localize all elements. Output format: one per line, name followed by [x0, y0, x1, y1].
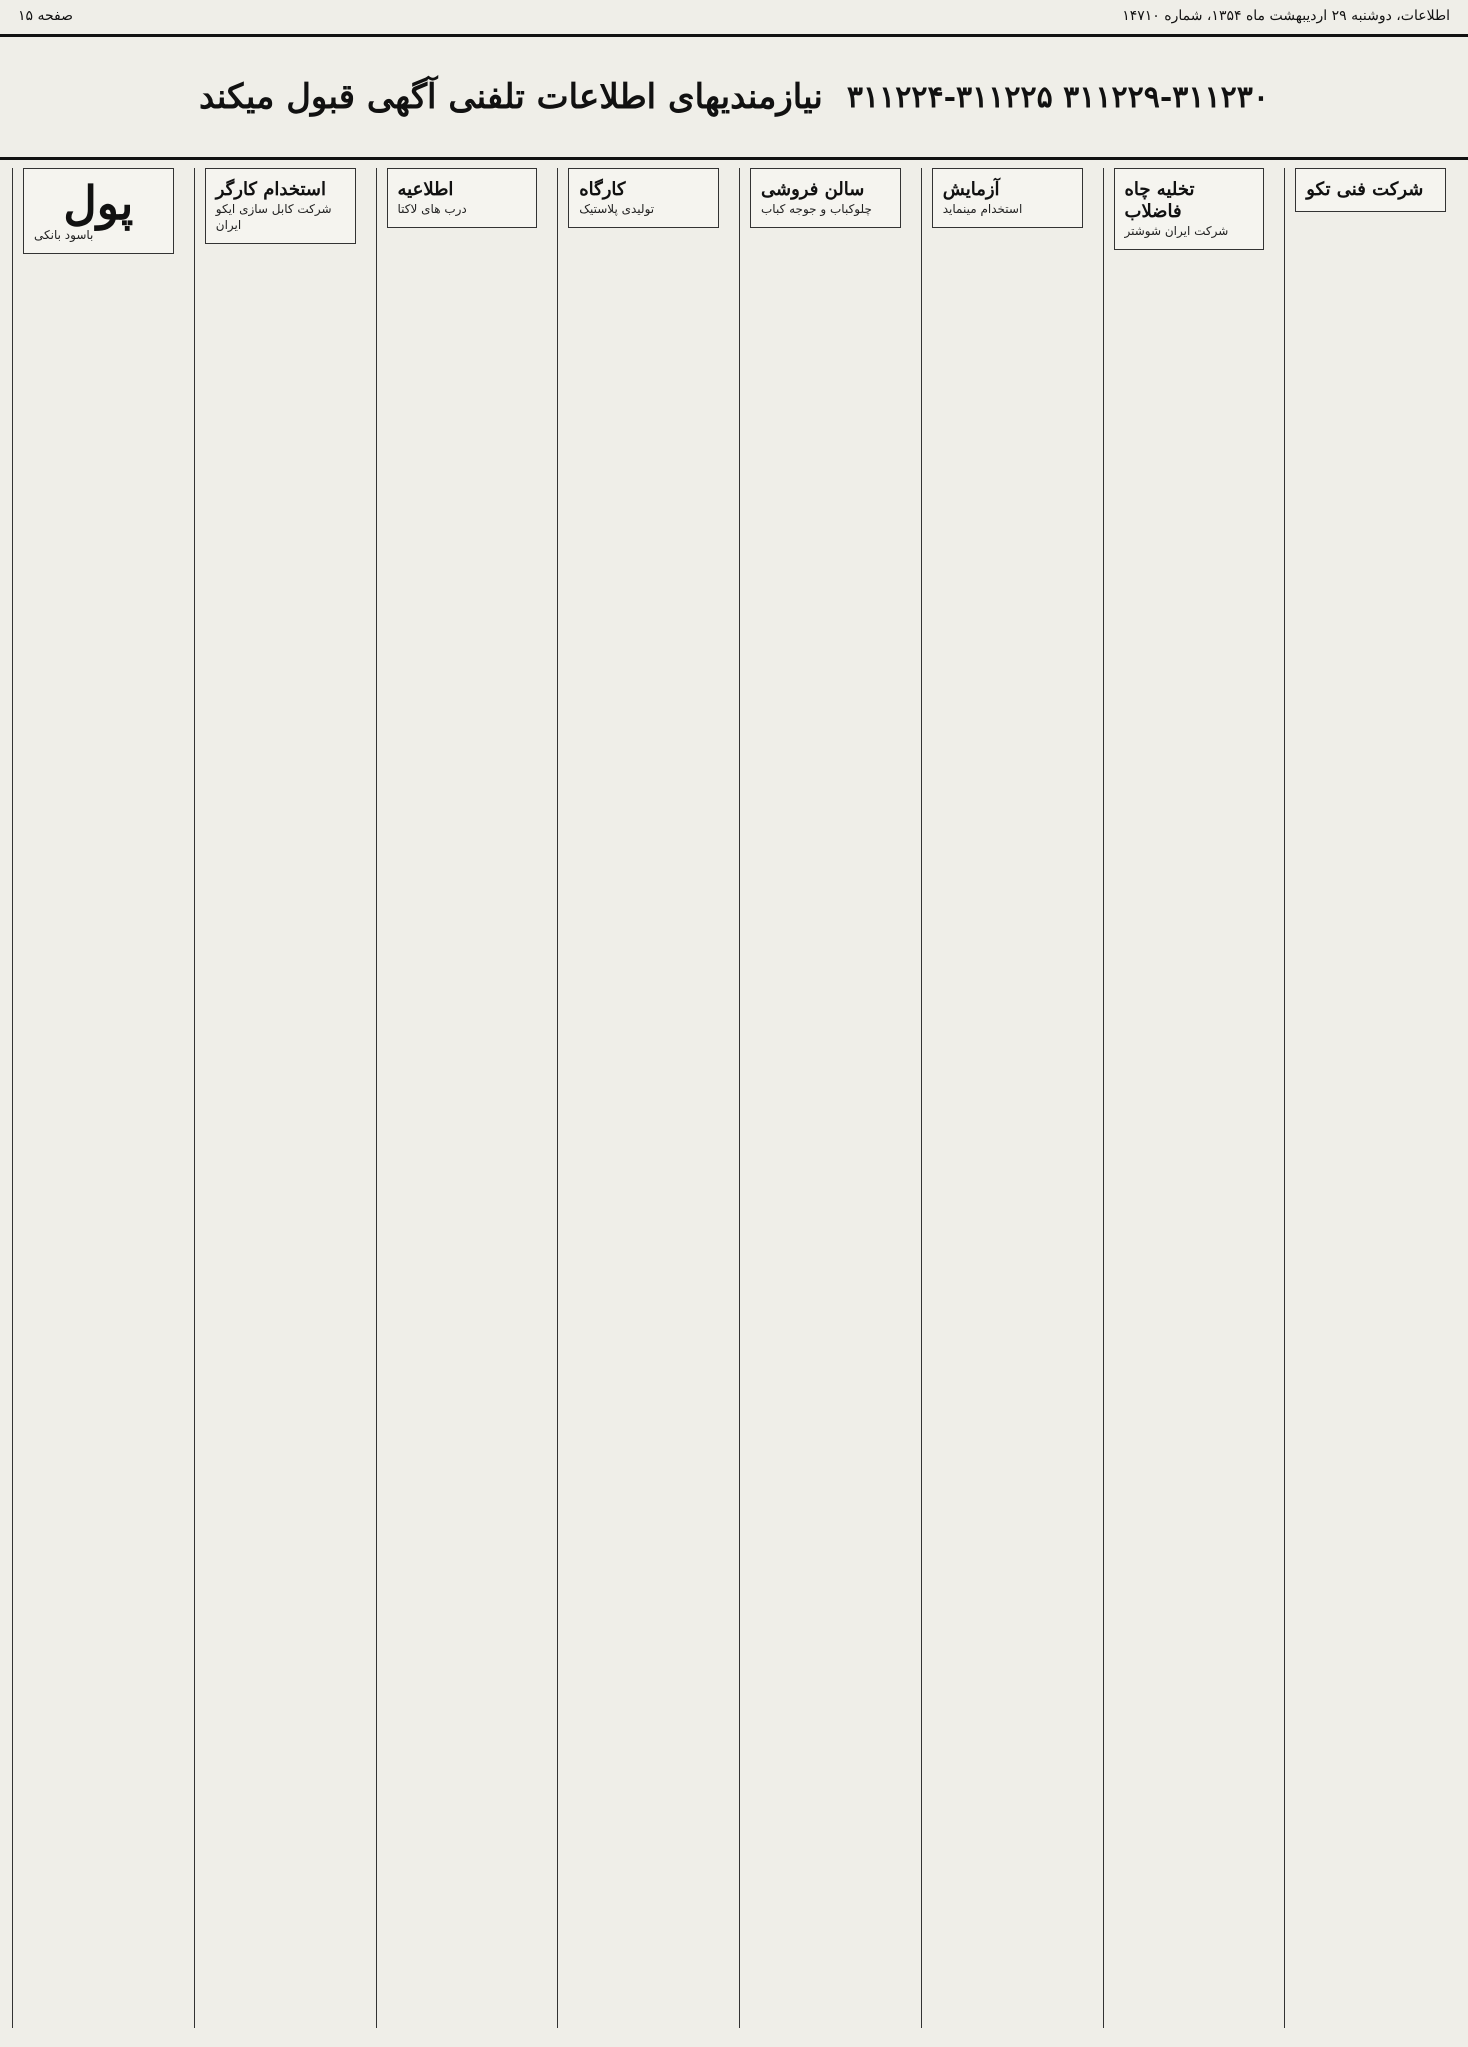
ad-block: [1114, 168, 1265, 250]
ads-column-3: [376, 168, 548, 2028]
ads-column-6: [921, 168, 1093, 2028]
ad-block: [750, 168, 901, 228]
dateline: اطلاعات، دوشنبه ۲۹ اردیبهشت ماه ۱۳۵۴، شماره ۱۴۷۱۰: [1122, 8, 1450, 24]
banner-phones: ۳۱۱۲۲۴-۳۱۱۲۲۵ ۳۱۱۲۲۹-۳۱۱۲۳۰: [846, 79, 1269, 115]
ads-column-4: [557, 168, 729, 2028]
ad-text: شرکت کابل سازی ایکو ایران: [215, 202, 332, 232]
ad-block: [23, 168, 174, 254]
page-header: [0, 0, 1468, 32]
banner-title: نیازمندیهای اطلاعات تلفنی آگهی قبول میکند: [199, 77, 823, 117]
ad-title: شرکت فنی تکو: [1306, 179, 1424, 200]
ad-title: تخلیه چاه فاضلاب: [1124, 179, 1195, 222]
ad-title: آزمایش: [942, 179, 1000, 200]
ad-title: پول: [63, 176, 134, 230]
ads-column-5: [739, 168, 911, 2028]
ads-column-7: [1103, 168, 1275, 2028]
ad-title: سالن فروشی: [761, 179, 865, 200]
ad-block: [205, 168, 356, 244]
page-number: صفحه ۱۵: [18, 8, 74, 24]
ad-text: تولیدی پلاستیک: [579, 202, 655, 216]
ad-text: باسود بانکی: [34, 228, 94, 242]
ad-text: چلوکباب و جوجه کباب: [761, 202, 872, 216]
ads-column-1: [12, 168, 184, 2028]
classifieds-banner: [0, 34, 1468, 160]
ad-block: [387, 168, 538, 228]
ad-title: کارگاه: [579, 179, 626, 200]
ad-text: استخدام مینماید: [942, 202, 1023, 216]
ads-column-8: [1284, 168, 1456, 2028]
ad-block: [568, 168, 719, 228]
ad-text: شرکت ایران شوشتر: [1124, 224, 1229, 238]
ads-grid: [12, 168, 1456, 2028]
ad-title: استخدام کارگر: [215, 179, 326, 200]
ad-block: [1295, 168, 1446, 212]
ads-column-2: [194, 168, 366, 2028]
ad-text: درب های لاکتا: [397, 202, 467, 216]
ad-title: اطلاعیه: [397, 179, 454, 200]
ad-block: [932, 168, 1083, 228]
